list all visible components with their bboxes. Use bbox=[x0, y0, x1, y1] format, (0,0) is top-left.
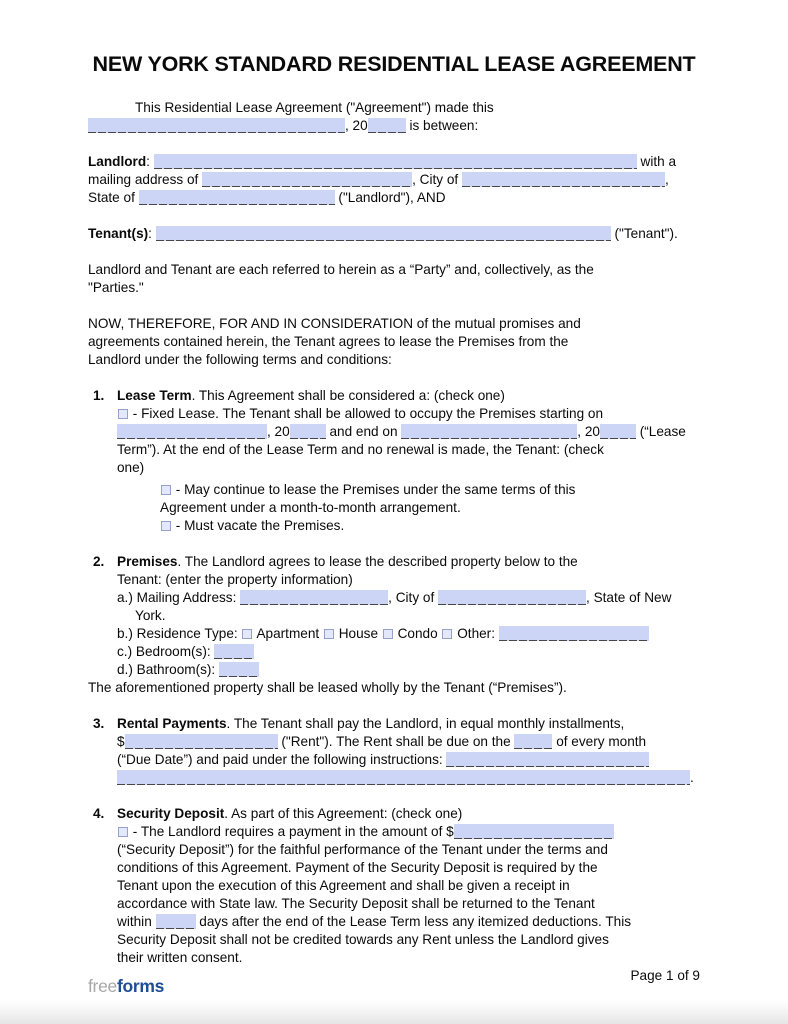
parties-paragraph bbox=[88, 261, 700, 297]
blank-field[interactable] bbox=[401, 424, 577, 439]
text-run: Premises bbox=[117, 554, 178, 569]
checkbox[interactable] bbox=[324, 629, 334, 639]
text-run: . The Landlord agrees to lease the described property below to the bbox=[177, 554, 578, 569]
text-line bbox=[88, 607, 700, 625]
checkbox[interactable] bbox=[118, 827, 128, 837]
section-number: 1. bbox=[93, 388, 105, 403]
section-number: 2. bbox=[93, 554, 105, 569]
document-body bbox=[88, 99, 700, 967]
section-number: 3. bbox=[93, 716, 105, 731]
text-line bbox=[88, 553, 700, 571]
blank-field[interactable] bbox=[117, 424, 267, 439]
blank-field[interactable] bbox=[290, 424, 326, 439]
text-run: Apartment bbox=[253, 626, 323, 641]
text-run: , 20 bbox=[267, 424, 290, 439]
now-therefore-paragraph bbox=[88, 315, 700, 369]
text-run: mailing address of bbox=[88, 172, 203, 187]
text-run: Tenant: (enter the property information) bbox=[117, 572, 353, 587]
text-run: York. bbox=[135, 608, 166, 623]
blank-field[interactable] bbox=[156, 226, 611, 241]
blank-field[interactable] bbox=[368, 118, 406, 133]
text-line bbox=[88, 805, 700, 823]
blank-field[interactable] bbox=[156, 914, 196, 929]
text-line bbox=[88, 949, 700, 967]
text-run: ("Rent"). The Rent shall be due on the bbox=[277, 734, 515, 749]
text-run: (“Due Date”) and paid under the following instructions: bbox=[117, 752, 447, 767]
section-number: 4. bbox=[93, 806, 105, 821]
blank-field[interactable] bbox=[438, 590, 586, 605]
text-line bbox=[88, 441, 700, 459]
blank-field[interactable] bbox=[454, 824, 614, 839]
text-line bbox=[88, 823, 700, 841]
text-line bbox=[88, 153, 700, 171]
text-line bbox=[88, 99, 700, 117]
text-line bbox=[88, 679, 700, 697]
text-line bbox=[88, 751, 700, 769]
logo-text-free: free bbox=[88, 976, 117, 996]
text-run: NOW, THEREFORE, FOR AND IN CONSIDERATION of the mutual promises and bbox=[88, 316, 581, 331]
text-line bbox=[88, 643, 700, 661]
text-line bbox=[88, 351, 700, 369]
text-run: House bbox=[334, 626, 382, 641]
text-line bbox=[88, 225, 700, 243]
text-run: - The Landlord requires a payment in the amount of $ bbox=[129, 824, 454, 839]
text-run: within bbox=[117, 914, 156, 929]
blank-field[interactable] bbox=[219, 662, 259, 677]
text-run: accordance with State law. The Security Deposit shall be returned to the Tenant bbox=[117, 896, 595, 911]
text-run: , City of bbox=[412, 172, 462, 187]
text-line bbox=[88, 715, 700, 733]
page-bottom-shade bbox=[0, 1000, 788, 1024]
text-run: c.) Bedroom(s): bbox=[117, 644, 215, 659]
text-run: Lease Term bbox=[117, 388, 192, 403]
text-line bbox=[88, 279, 700, 297]
text-run: Term”). At the end of the Lease Term and no renewal is made, the Tenant: (check bbox=[117, 442, 604, 457]
text-run: ("Tenant"). bbox=[610, 226, 678, 241]
text-line bbox=[88, 405, 700, 423]
section-rental-payments bbox=[88, 715, 700, 787]
text-run: a.) Mailing Address: bbox=[117, 590, 241, 605]
blank-field[interactable] bbox=[514, 734, 552, 749]
text-run: $ bbox=[117, 734, 125, 749]
blank-field[interactable] bbox=[88, 118, 345, 133]
text-run: Condo bbox=[393, 626, 442, 641]
text-run: one) bbox=[117, 460, 145, 475]
text-run: b.) Residence Type: bbox=[117, 626, 242, 641]
text-run: agreements contained herein, the Tenant agrees to lease the Premises from the bbox=[88, 334, 569, 349]
text-run: their written consent. bbox=[117, 950, 243, 965]
blank-field[interactable] bbox=[499, 626, 649, 641]
document-title: NEW YORK STANDARD RESIDENTIAL LEASE AGREEMENT bbox=[92, 52, 696, 76]
text-run: d.) Bathroom(s): bbox=[117, 662, 219, 677]
text-line bbox=[88, 733, 700, 751]
section-premises bbox=[88, 553, 700, 697]
text-run: and end on bbox=[325, 424, 402, 439]
page-footer bbox=[88, 968, 700, 997]
text-run: - Must vacate the Premises. bbox=[172, 518, 345, 533]
text-run: ("Landlord"), AND bbox=[334, 190, 446, 205]
checkbox[interactable] bbox=[118, 409, 128, 419]
logo-text-forms: forms bbox=[116, 976, 165, 996]
blank-field[interactable] bbox=[125, 734, 278, 749]
text-run: The aforementioned property shall be leased wholly by the Tenant (“Premises”). bbox=[88, 680, 567, 695]
text-line bbox=[88, 517, 700, 535]
text-line bbox=[88, 333, 700, 351]
text-run: Security Deposit shall not be credited towards any Rent unless the Landlord gives bbox=[117, 932, 609, 947]
text-run: - May continue to lease the Premises under the same terms of this bbox=[172, 482, 576, 497]
text-run: Landlord under the following terms and conditions: bbox=[88, 352, 392, 367]
text-line bbox=[88, 661, 700, 679]
text-line bbox=[88, 841, 700, 859]
text-run: This Residential Lease Agreement ("Agreement") made this bbox=[135, 100, 494, 115]
checkbox[interactable] bbox=[442, 629, 452, 639]
text-run: , 20 bbox=[577, 424, 600, 439]
text-run: (“Lease bbox=[635, 424, 686, 439]
text-line bbox=[88, 423, 700, 441]
text-line bbox=[88, 589, 700, 607]
text-run: . As part of this Agreement: (check one) bbox=[224, 806, 463, 821]
blank-field[interactable] bbox=[117, 770, 690, 785]
checkbox[interactable] bbox=[383, 629, 393, 639]
section-lease-term bbox=[88, 387, 700, 535]
text-line bbox=[88, 387, 700, 405]
text-run: . The Tenant shall pay the Landlord, in equal monthly installments, bbox=[226, 716, 625, 731]
text-line bbox=[88, 931, 700, 949]
blank-field[interactable] bbox=[154, 154, 637, 169]
text-run: is between: bbox=[405, 118, 479, 133]
text-line bbox=[88, 895, 700, 913]
text-line bbox=[88, 117, 700, 135]
checkbox[interactable] bbox=[161, 485, 171, 495]
text-run: Landlord bbox=[88, 154, 147, 169]
text-line bbox=[88, 499, 700, 517]
text-line bbox=[88, 189, 700, 207]
text-line bbox=[88, 859, 700, 877]
text-run: - Fixed Lease. The Tenant shall be allowed to occupy the Premises starting on bbox=[129, 406, 604, 421]
blank-field[interactable] bbox=[600, 424, 636, 439]
text-line bbox=[88, 913, 700, 931]
text-line bbox=[88, 261, 700, 279]
blank-field[interactable] bbox=[139, 190, 335, 205]
text-run: : bbox=[146, 154, 154, 169]
text-run: , State of New bbox=[586, 590, 672, 605]
text-run: (“Security Deposit”) for the faithful performance of the Tenant under the terms and bbox=[117, 842, 608, 857]
text-run: "Parties." bbox=[88, 280, 144, 295]
page-number-label: Page 1 of 9 bbox=[630, 968, 700, 983]
text-run: . bbox=[690, 770, 694, 785]
blank-field[interactable] bbox=[214, 644, 254, 659]
text-line bbox=[88, 571, 700, 589]
text-run: Landlord and Tenant are each referred to herein as a “Party” and, collectively, as the bbox=[88, 262, 594, 277]
text-run: Other: bbox=[453, 626, 499, 641]
text-run: days after the end of the Lease Term less any itemized deductions. This bbox=[195, 914, 632, 929]
blank-field[interactable] bbox=[446, 752, 649, 767]
text-run: . This Agreement shall be considered a: (check one) bbox=[191, 388, 505, 403]
text-run: Tenant(s) bbox=[88, 226, 149, 241]
text-line bbox=[88, 459, 700, 477]
landlord-clause bbox=[88, 153, 700, 207]
text-run: , bbox=[664, 172, 669, 187]
text-run: with a bbox=[636, 154, 677, 169]
blank-field[interactable] bbox=[462, 172, 665, 187]
text-run: of every month bbox=[552, 734, 647, 749]
text-run: Rental Payments bbox=[117, 716, 227, 731]
text-line bbox=[88, 315, 700, 333]
checkbox[interactable] bbox=[161, 521, 171, 531]
blank-field[interactable] bbox=[240, 590, 388, 605]
section-security-deposit bbox=[88, 805, 700, 967]
text-line bbox=[88, 625, 700, 643]
text-line bbox=[88, 877, 700, 895]
text-run: , City of bbox=[388, 590, 439, 605]
intro-paragraph bbox=[88, 99, 700, 135]
tenant-clause bbox=[88, 225, 700, 243]
text-line bbox=[88, 481, 700, 499]
freeforms-logo bbox=[88, 976, 164, 997]
text-run: Tenant upon the execution of this Agreement and shall be given a receipt in bbox=[117, 878, 570, 893]
text-run: State of bbox=[88, 190, 139, 205]
text-line bbox=[88, 769, 700, 787]
text-line bbox=[88, 171, 700, 189]
text-run: Agreement under a month-to-month arrangement. bbox=[160, 500, 461, 515]
text-run: Security Deposit bbox=[117, 806, 225, 821]
blank-field[interactable] bbox=[202, 172, 412, 187]
text-run: , 20 bbox=[345, 118, 368, 133]
text-run: : bbox=[148, 226, 156, 241]
text-run: conditions of this Agreement. Payment of the Security Deposit is required by the bbox=[117, 860, 598, 875]
checkbox[interactable] bbox=[242, 629, 252, 639]
